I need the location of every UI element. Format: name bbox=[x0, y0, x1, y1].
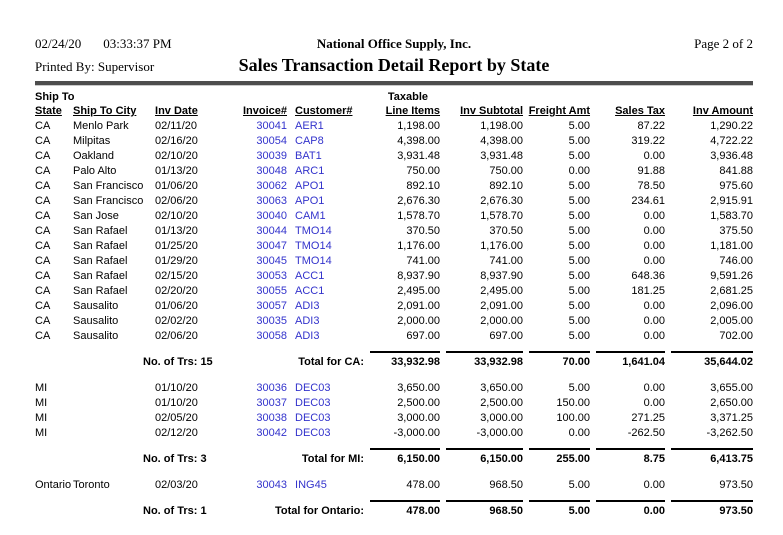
cell-freight-amt: 100.00 bbox=[556, 412, 591, 424]
customer-link[interactable]: AER1 bbox=[295, 120, 324, 132]
total-inv-subtotal: 6,150.00 bbox=[440, 446, 523, 466]
cell-inv-date: 02/10/20 bbox=[155, 210, 198, 222]
invoice-link[interactable]: 30055 bbox=[256, 285, 288, 297]
table-row bbox=[35, 223, 753, 238]
customer-link[interactable]: APO1 bbox=[295, 180, 325, 192]
cell-state: CA bbox=[35, 315, 51, 327]
cell-freight-amt: 5.00 bbox=[568, 270, 591, 282]
cell-state: CA bbox=[35, 120, 51, 132]
printed-by bbox=[35, 59, 239, 75]
cell-state: MI bbox=[35, 397, 48, 409]
customer-link[interactable]: ADI3 bbox=[295, 315, 320, 327]
section-total-row bbox=[35, 349, 753, 369]
cell-sales-tax: 648.36 bbox=[631, 270, 666, 282]
cell-inv-date: 01/06/20 bbox=[155, 180, 198, 192]
page-title: Sales Transaction Detail Report by State bbox=[238, 55, 550, 75]
table-row bbox=[35, 410, 753, 425]
col-header-line-items: Line Items bbox=[385, 105, 441, 117]
taxable-header: Taxable bbox=[387, 91, 429, 103]
cell-inv-subtotal: 1,198.00 bbox=[480, 120, 524, 132]
cell-freight-amt: 5.00 bbox=[568, 120, 591, 132]
cell-inv-amount: 2,005.00 bbox=[710, 315, 754, 327]
invoice-link[interactable]: 30048 bbox=[256, 165, 288, 177]
cell-inv-date: 02/06/20 bbox=[155, 330, 198, 342]
section-total-row bbox=[35, 498, 753, 518]
cell-inv-amount: 375.50 bbox=[719, 225, 754, 237]
cell-inv-amount: 2,915.91 bbox=[710, 195, 754, 207]
cell-freight-amt: 0.00 bbox=[568, 427, 591, 439]
cell-ship-to-city: Sausalito bbox=[73, 315, 119, 327]
cell-inv-date: 01/25/20 bbox=[155, 240, 198, 252]
total-inv-amount: 973.50 bbox=[665, 498, 753, 518]
cell-inv-date: 01/06/20 bbox=[155, 300, 198, 312]
total-sales-tax: 0.00 bbox=[590, 498, 665, 518]
cell-ship-to-city: San Francisco bbox=[73, 195, 144, 207]
report-header bbox=[35, 36, 753, 76]
cell-inv-date: 02/05/20 bbox=[155, 412, 198, 424]
cell-inv-subtotal: 8,937.90 bbox=[480, 270, 524, 282]
cell-inv-subtotal: 741.00 bbox=[489, 255, 524, 267]
customer-link[interactable]: TMO14 bbox=[295, 255, 332, 267]
cell-inv-subtotal: 968.50 bbox=[489, 479, 524, 491]
table-row bbox=[35, 118, 753, 133]
page-number: Page 2 of 2 bbox=[694, 36, 753, 51]
col-header-sales-tax: Sales Tax bbox=[615, 105, 666, 117]
table-row bbox=[35, 328, 753, 343]
cell-sales-tax: 0.00 bbox=[643, 225, 666, 237]
col-header-inv-subtotal: Inv Subtotal bbox=[460, 105, 524, 117]
col-header-ship-to-city: Ship To City bbox=[73, 105, 137, 117]
customer-link[interactable]: DEC03 bbox=[295, 412, 331, 424]
cell-ship-to-city: San Rafael bbox=[73, 270, 128, 282]
cell-sales-tax: 0.00 bbox=[643, 210, 666, 222]
ship-to-header: Ship To bbox=[35, 91, 75, 103]
table-row bbox=[35, 425, 753, 440]
table-row bbox=[35, 193, 753, 208]
cell-inv-amount: 1,181.00 bbox=[710, 240, 754, 252]
cell-inv-amount: 2,681.25 bbox=[710, 285, 754, 297]
cell-inv-subtotal: 3,931.48 bbox=[480, 150, 524, 162]
table-row bbox=[35, 148, 753, 163]
customer-link[interactable]: DEC03 bbox=[295, 397, 331, 409]
cell-inv-amount: 9,591.26 bbox=[710, 270, 754, 282]
cell-inv-date: 02/02/20 bbox=[155, 315, 198, 327]
transaction-count: No. of Trs: 1 bbox=[143, 505, 207, 517]
cell-inv-subtotal: 4,398.00 bbox=[480, 135, 524, 147]
cell-inv-subtotal: 2,500.00 bbox=[480, 397, 524, 409]
total-inv-subtotal: 968.50 bbox=[440, 498, 523, 518]
cell-inv-subtotal: 2,000.00 bbox=[480, 315, 524, 327]
invoice-link[interactable]: 30037 bbox=[256, 397, 288, 409]
cell-freight-amt: 5.00 bbox=[568, 382, 591, 394]
cell-line-items: 2,495.00 bbox=[397, 285, 441, 297]
customer-link[interactable]: ING45 bbox=[295, 479, 327, 491]
cell-ship-to-city: San Rafael bbox=[73, 240, 128, 252]
customer-link[interactable]: ADI3 bbox=[295, 330, 320, 342]
cell-state: CA bbox=[35, 165, 51, 177]
table-row bbox=[35, 208, 753, 223]
cell-ship-to-city: Oakland bbox=[73, 150, 114, 162]
table-row bbox=[35, 477, 753, 492]
cell-line-items: 2,091.00 bbox=[397, 300, 441, 312]
cell-state: CA bbox=[35, 195, 51, 207]
section-total-row bbox=[35, 446, 753, 466]
cell-freight-amt: 5.00 bbox=[568, 150, 591, 162]
total-line-items: 478.00 bbox=[364, 498, 440, 518]
cell-sales-tax: 78.50 bbox=[637, 180, 666, 192]
cell-ship-to-city: Milpitas bbox=[73, 135, 111, 147]
customer-link[interactable]: DEC03 bbox=[295, 382, 331, 394]
cell-inv-amount: 2,650.00 bbox=[710, 397, 754, 409]
cell-freight-amt: 5.00 bbox=[568, 300, 591, 312]
cell-freight-amt: 5.00 bbox=[568, 210, 591, 222]
customer-link[interactable]: CAP8 bbox=[295, 135, 324, 147]
section-total-label: Total for Ontario: bbox=[275, 505, 365, 517]
total-sales-tax: 1,641.04 bbox=[590, 349, 665, 369]
invoice-link[interactable]: 30045 bbox=[256, 255, 288, 267]
cell-inv-subtotal: 3,000.00 bbox=[480, 412, 524, 424]
cell-ship-to-city bbox=[73, 380, 155, 395]
cell-inv-date: 02/16/20 bbox=[155, 135, 198, 147]
cell-line-items: 2,500.00 bbox=[397, 397, 441, 409]
cell-inv-date: 02/20/20 bbox=[155, 285, 198, 297]
cell-ship-to-city bbox=[73, 425, 155, 440]
total-inv-amount: 35,644.02 bbox=[665, 349, 753, 369]
cell-line-items: 697.00 bbox=[406, 330, 441, 342]
cell-inv-subtotal: 892.10 bbox=[489, 180, 524, 192]
invoice-link[interactable]: 30043 bbox=[256, 479, 288, 491]
cell-sales-tax: 234.61 bbox=[631, 195, 666, 207]
cell-ship-to-city: Sausalito bbox=[73, 330, 119, 342]
col-header-inv-date: Inv Date bbox=[155, 105, 198, 117]
cell-line-items: 370.50 bbox=[406, 225, 441, 237]
cell-ship-to-city: Toronto bbox=[73, 479, 110, 491]
cell-inv-date: 02/10/20 bbox=[155, 150, 198, 162]
cell-line-items: 741.00 bbox=[406, 255, 441, 267]
company-name: National Office Supply, Inc. bbox=[316, 36, 472, 51]
cell-sales-tax: 0.00 bbox=[643, 150, 666, 162]
cell-sales-tax: 0.00 bbox=[643, 300, 666, 312]
invoice-link[interactable]: 30063 bbox=[256, 195, 288, 207]
cell-inv-amount: 1,290.22 bbox=[710, 120, 754, 132]
cell-state: CA bbox=[35, 270, 51, 282]
cell-inv-date: 02/06/20 bbox=[155, 195, 198, 207]
cell-inv-subtotal: 2,495.00 bbox=[480, 285, 524, 297]
invoice-link[interactable]: 30039 bbox=[256, 150, 288, 162]
cell-freight-amt: 0.00 bbox=[568, 165, 591, 177]
cell-ship-to-city: Menlo Park bbox=[73, 120, 129, 132]
cell-sales-tax: 181.25 bbox=[631, 285, 666, 297]
table-row bbox=[35, 395, 753, 410]
customer-link[interactable]: ACC1 bbox=[295, 285, 325, 297]
cell-inv-subtotal: 1,578.70 bbox=[480, 210, 524, 222]
printed-by-user: Supervisor bbox=[97, 59, 155, 74]
table-header-row bbox=[35, 104, 753, 118]
cell-sales-tax: -262.50 bbox=[627, 427, 666, 439]
section-spacer bbox=[35, 518, 753, 529]
section-total-label: Total for CA: bbox=[298, 356, 365, 368]
cell-sales-tax: 0.00 bbox=[643, 479, 666, 491]
total-sales-tax: 8.75 bbox=[590, 446, 665, 466]
customer-link[interactable]: CAM1 bbox=[295, 210, 326, 222]
cell-line-items: 8,937.90 bbox=[397, 270, 441, 282]
total-line-items: 33,932.98 bbox=[364, 349, 440, 369]
cell-inv-subtotal: 3,650.00 bbox=[480, 382, 524, 394]
invoice-link[interactable]: 30053 bbox=[256, 270, 288, 282]
cell-inv-date: 02/03/20 bbox=[155, 479, 198, 491]
cell-state: CA bbox=[35, 285, 51, 297]
cell-state: MI bbox=[35, 412, 48, 424]
header-divider bbox=[35, 81, 753, 86]
cell-sales-tax: 0.00 bbox=[643, 315, 666, 327]
cell-state: MI bbox=[35, 427, 48, 439]
cell-inv-subtotal: 1,176.00 bbox=[480, 240, 524, 252]
cell-sales-tax: 0.00 bbox=[643, 330, 666, 342]
cell-state: CA bbox=[35, 225, 51, 237]
cell-inv-subtotal: 697.00 bbox=[489, 330, 524, 342]
customer-link[interactable]: TMO14 bbox=[295, 225, 332, 237]
cell-inv-date: 01/29/20 bbox=[155, 255, 198, 267]
cell-line-items: 3,931.48 bbox=[397, 150, 441, 162]
cell-inv-date: 02/15/20 bbox=[155, 270, 198, 282]
invoice-link[interactable]: 30062 bbox=[256, 180, 288, 192]
cell-ship-to-city: Sausalito bbox=[73, 300, 119, 312]
col-header-invoice: Invoice# bbox=[242, 105, 288, 117]
printed-by-label: Printed By: bbox=[35, 59, 95, 74]
cell-ship-to-city: San Jose bbox=[73, 210, 119, 222]
cell-line-items: -3,000.00 bbox=[393, 427, 441, 439]
customer-link[interactable]: DEC03 bbox=[295, 427, 331, 439]
cell-inv-subtotal: 2,676.30 bbox=[480, 195, 524, 207]
col-header-freight-amt: Freight Amt bbox=[528, 105, 591, 117]
cell-inv-subtotal: 2,091.00 bbox=[480, 300, 524, 312]
cell-freight-amt: 5.00 bbox=[568, 315, 591, 327]
cell-inv-subtotal: 370.50 bbox=[489, 225, 524, 237]
transactions-table bbox=[35, 91, 753, 529]
cell-inv-amount: 1,583.70 bbox=[710, 210, 754, 222]
cell-inv-amount: 841.88 bbox=[719, 165, 754, 177]
cell-sales-tax: 0.00 bbox=[643, 397, 666, 409]
customer-link[interactable]: TMO14 bbox=[295, 240, 332, 252]
cell-ship-to-city: San Rafael bbox=[73, 285, 128, 297]
cell-state: MI bbox=[35, 382, 48, 394]
cell-ship-to-city bbox=[73, 395, 155, 410]
cell-sales-tax: 271.25 bbox=[631, 412, 666, 424]
col-header-inv-amount: Inv Amount bbox=[692, 105, 754, 117]
section-total-label: Total for MI: bbox=[301, 453, 365, 465]
cell-inv-date: 02/12/20 bbox=[155, 427, 198, 439]
table-row bbox=[35, 253, 753, 268]
table-row bbox=[35, 238, 753, 253]
table-row bbox=[35, 298, 753, 313]
cell-ship-to-city: San Rafael bbox=[73, 225, 128, 237]
cell-state: CA bbox=[35, 330, 51, 342]
cell-state: CA bbox=[35, 210, 51, 222]
cell-state: CA bbox=[35, 150, 51, 162]
cell-freight-amt: 5.00 bbox=[568, 285, 591, 297]
cell-state: CA bbox=[35, 300, 51, 312]
table-row bbox=[35, 163, 753, 178]
cell-inv-subtotal: 750.00 bbox=[489, 165, 524, 177]
col-header-customer: Customer# bbox=[295, 105, 353, 117]
cell-sales-tax: 87.22 bbox=[637, 120, 666, 132]
cell-freight-amt: 5.00 bbox=[568, 255, 591, 267]
cell-freight-amt: 5.00 bbox=[568, 180, 591, 192]
total-freight: 70.00 bbox=[523, 349, 590, 369]
cell-inv-amount: -3,262.50 bbox=[706, 427, 754, 439]
invoice-link[interactable]: 30057 bbox=[256, 300, 288, 312]
cell-inv-amount: 3,371.25 bbox=[710, 412, 754, 424]
table-row bbox=[35, 283, 753, 298]
transaction-count: No. of Trs: 15 bbox=[143, 356, 213, 368]
invoice-link[interactable]: 30036 bbox=[256, 382, 288, 394]
cell-ship-to-city: Palo Alto bbox=[73, 165, 117, 177]
cell-freight-amt: 5.00 bbox=[568, 195, 591, 207]
total-freight: 5.00 bbox=[523, 498, 590, 518]
cell-freight-amt: 5.00 bbox=[568, 240, 591, 252]
transaction-count: No. of Trs: 3 bbox=[143, 453, 207, 465]
invoice-link[interactable]: 30054 bbox=[256, 135, 288, 147]
cell-ship-to-city bbox=[73, 410, 155, 425]
print-datetime bbox=[35, 36, 239, 52]
cell-line-items: 892.10 bbox=[406, 180, 441, 192]
cell-ship-to-city: San Francisco bbox=[73, 180, 144, 192]
customer-link[interactable]: ARC1 bbox=[295, 165, 325, 177]
cell-inv-amount: 973.50 bbox=[719, 479, 754, 491]
cell-inv-date: 01/13/20 bbox=[155, 165, 198, 177]
cell-inv-date: 01/13/20 bbox=[155, 225, 198, 237]
cell-inv-amount: 746.00 bbox=[719, 255, 754, 267]
table-row bbox=[35, 133, 753, 148]
cell-inv-amount: 4,722.22 bbox=[710, 135, 754, 147]
customer-link[interactable]: ADI3 bbox=[295, 300, 320, 312]
invoice-link[interactable]: 30058 bbox=[256, 330, 288, 342]
table-row bbox=[35, 380, 753, 395]
print-time: 03:33:37 PM bbox=[103, 36, 172, 51]
invoice-link[interactable]: 30047 bbox=[256, 240, 288, 252]
invoice-link[interactable]: 30038 bbox=[256, 412, 288, 424]
cell-sales-tax: 0.00 bbox=[643, 382, 666, 394]
invoice-link[interactable]: 30035 bbox=[256, 315, 288, 327]
col-header-state: State bbox=[35, 105, 62, 117]
cell-inv-date: 01/10/20 bbox=[155, 397, 198, 409]
cell-inv-amount: 3,655.00 bbox=[710, 382, 754, 394]
total-line-items: 6,150.00 bbox=[364, 446, 440, 466]
cell-inv-subtotal: -3,000.00 bbox=[476, 427, 524, 439]
customer-link[interactable]: APO1 bbox=[295, 195, 325, 207]
total-freight: 255.00 bbox=[523, 446, 590, 466]
cell-state: CA bbox=[35, 240, 51, 252]
cell-freight-amt: 5.00 bbox=[568, 135, 591, 147]
cell-inv-amount: 975.60 bbox=[719, 180, 754, 192]
total-inv-amount: 6,413.75 bbox=[665, 446, 753, 466]
cell-sales-tax: 319.22 bbox=[631, 135, 666, 147]
cell-line-items: 2,676.30 bbox=[397, 195, 441, 207]
table-row bbox=[35, 268, 753, 283]
table-row bbox=[35, 313, 753, 328]
cell-freight-amt: 5.00 bbox=[568, 225, 591, 237]
cell-line-items: 750.00 bbox=[406, 165, 441, 177]
cell-sales-tax: 0.00 bbox=[643, 255, 666, 267]
cell-inv-date: 01/10/20 bbox=[155, 382, 198, 394]
print-date: 02/24/20 bbox=[35, 36, 82, 51]
cell-sales-tax: 91.88 bbox=[637, 165, 666, 177]
cell-inv-amount: 2,096.00 bbox=[710, 300, 754, 312]
customer-link[interactable]: ACC1 bbox=[295, 270, 325, 282]
invoice-link[interactable]: 30042 bbox=[256, 427, 288, 439]
cell-state: CA bbox=[35, 255, 51, 267]
invoice-link[interactable]: 30040 bbox=[256, 210, 288, 222]
cell-ship-to-city: San Rafael bbox=[73, 255, 128, 267]
cell-state: Ontario bbox=[35, 479, 72, 491]
cell-line-items: 478.00 bbox=[406, 479, 441, 491]
cell-sales-tax: 0.00 bbox=[643, 240, 666, 252]
cell-freight-amt: 5.00 bbox=[568, 479, 591, 491]
section-spacer bbox=[35, 466, 753, 477]
cell-line-items: 1,578.70 bbox=[397, 210, 441, 222]
cell-inv-amount: 702.00 bbox=[719, 330, 754, 342]
cell-line-items: 4,398.00 bbox=[397, 135, 441, 147]
invoice-link[interactable]: 30041 bbox=[256, 120, 288, 132]
cell-state: CA bbox=[35, 180, 51, 192]
cell-line-items: 3,000.00 bbox=[397, 412, 441, 424]
cell-line-items: 2,000.00 bbox=[397, 315, 441, 327]
cell-state: CA bbox=[35, 135, 51, 147]
total-inv-subtotal: 33,932.98 bbox=[440, 349, 523, 369]
invoice-link[interactable]: 30044 bbox=[256, 225, 288, 237]
cell-line-items: 3,650.00 bbox=[397, 382, 441, 394]
section-spacer bbox=[35, 369, 753, 380]
customer-link[interactable]: BAT1 bbox=[295, 150, 322, 162]
cell-line-items: 1,176.00 bbox=[397, 240, 441, 252]
cell-line-items: 1,198.00 bbox=[397, 120, 441, 132]
table-header-top-row bbox=[35, 91, 753, 104]
cell-freight-amt: 5.00 bbox=[568, 330, 591, 342]
cell-freight-amt: 150.00 bbox=[556, 397, 591, 409]
cell-inv-date: 02/11/20 bbox=[155, 120, 198, 132]
cell-inv-amount: 3,936.48 bbox=[710, 150, 754, 162]
table-row bbox=[35, 178, 753, 193]
